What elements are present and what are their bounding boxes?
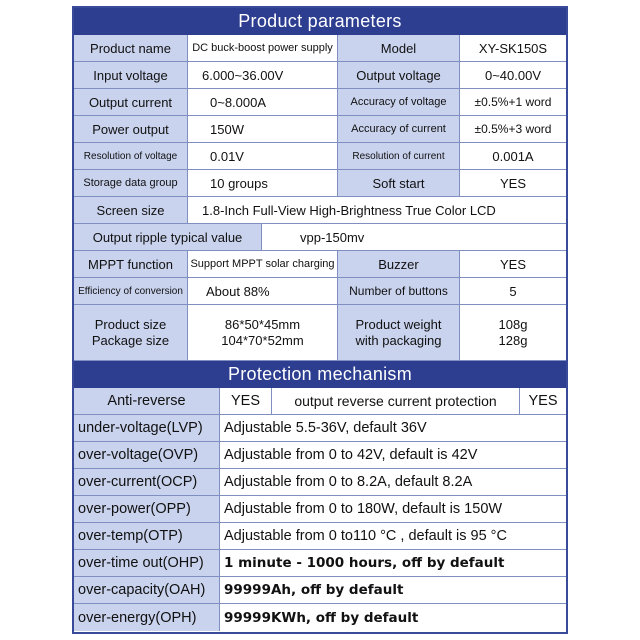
spec-label: Output voltage — [338, 62, 460, 88]
spec-label: Accuracy of current — [338, 116, 460, 142]
size-label-cell — [74, 305, 188, 360]
spec-row — [74, 62, 566, 89]
protection-value: Adjustable from 0 to 8.2A, default 8.2A — [220, 469, 566, 495]
spec-value: 10 groups — [188, 170, 338, 196]
spec-value: 150W — [188, 116, 338, 142]
spec-row — [74, 35, 566, 62]
spec-value: 0.001A — [460, 143, 566, 169]
spec-label: Model — [338, 35, 460, 61]
protection-label: over-time out(OHP) — [74, 550, 220, 576]
spec-row — [74, 89, 566, 116]
protection-value: 99999Ah, off by default — [220, 577, 566, 603]
anti-reverse-row — [74, 388, 566, 415]
spec-value: 0~40.00V — [460, 62, 566, 88]
spec-label: Power output — [74, 116, 188, 142]
spec-value: YES — [460, 251, 566, 277]
spec-value: 86*50*45mm — [224, 316, 301, 332]
protection-label: over-voltage(OVP) — [74, 442, 220, 468]
protection-row — [74, 604, 566, 631]
spec-value: XY-SK150S — [460, 35, 566, 61]
spec-value: 104*70*52mm — [221, 332, 304, 348]
spec-value: 0.01V — [188, 143, 338, 169]
protection-value: 99999KWh, off by default — [220, 604, 566, 631]
protection-mechanism-header: Protection mechanism — [74, 361, 566, 388]
spec-value: vpp-150mv — [262, 224, 566, 250]
spec-row — [74, 116, 566, 143]
protection-row — [74, 577, 566, 604]
spec-label: Number of buttons — [338, 278, 460, 304]
spec-value: 0~8.000A — [188, 89, 338, 115]
spec-label: Output current — [74, 89, 188, 115]
spec-value: 128g — [498, 332, 528, 348]
spec-row — [74, 278, 566, 305]
protection-label: Anti-reverse — [74, 388, 220, 414]
spec-value: 108g — [498, 316, 528, 332]
spec-label: Efficiency of conversion — [74, 278, 188, 304]
spec-label: Screen size — [74, 197, 188, 223]
spec-label: Package size — [91, 332, 170, 348]
protection-value: Adjustable from 0 to 42V, default is 42V — [220, 442, 566, 468]
spec-row — [74, 170, 566, 197]
spec-label: Buzzer — [338, 251, 460, 277]
weight-label-cell — [338, 305, 460, 360]
protection-row — [74, 415, 566, 442]
spec-value: DC buck-boost power supply — [188, 35, 338, 61]
protection-label: over-current(OCP) — [74, 469, 220, 495]
protection-value: 1 minute - 1000 hours, off by default — [220, 550, 566, 576]
protection-row — [74, 550, 566, 577]
spec-value: Support MPPT solar charging — [188, 251, 338, 277]
spec-label: Resolution of current — [338, 143, 460, 169]
protection-value: Adjustable from 0 to 180W, default is 150W — [220, 496, 566, 522]
spec-sheet — [72, 6, 568, 634]
spec-value: About 88% — [188, 278, 338, 304]
spec-value: 6.000~36.00V — [188, 62, 338, 88]
protection-row — [74, 523, 566, 550]
spec-row — [74, 143, 566, 170]
weight-value-cell — [460, 305, 566, 360]
spec-value: YES — [460, 170, 566, 196]
protection-value: Adjustable 5.5-36V, default 36V — [220, 415, 566, 441]
spec-value: 1.8-Inch Full-View High-Brightness True Color LCD — [188, 197, 566, 223]
spec-label: Input voltage — [74, 62, 188, 88]
size-value-cell — [188, 305, 338, 360]
spec-value: 5 — [460, 278, 566, 304]
spec-label: Resolution of voltage — [74, 143, 188, 169]
spec-label: Soft start — [338, 170, 460, 196]
protection-row — [74, 496, 566, 523]
spec-value: ±0.5%+3 word — [460, 116, 566, 142]
size-row — [74, 305, 566, 361]
protection-value: YES — [520, 388, 566, 414]
protection-label: over-energy(OPH) — [74, 604, 220, 631]
spec-label: MPPT function — [74, 251, 188, 277]
spec-label: with packaging — [355, 332, 442, 348]
spec-value: ±0.5%+1 word — [460, 89, 566, 115]
protection-label: over-capacity(OAH) — [74, 577, 220, 603]
protection-label: over-temp(OTP) — [74, 523, 220, 549]
spec-row — [74, 251, 566, 278]
screen-size-row — [74, 197, 566, 224]
protection-row — [74, 442, 566, 469]
protection-value: YES — [220, 388, 272, 414]
protection-label: output reverse current protection — [272, 388, 520, 414]
product-parameters-header: Product parameters — [74, 8, 566, 35]
spec-label: Product size — [94, 316, 167, 332]
protection-row — [74, 469, 566, 496]
spec-label: Storage data group — [74, 170, 188, 196]
spec-label: Accuracy of voltage — [338, 89, 460, 115]
spec-label: Product name — [74, 35, 188, 61]
protection-label: under-voltage(LVP) — [74, 415, 220, 441]
spec-label: Output ripple typical value — [74, 224, 262, 250]
ripple-row — [74, 224, 566, 251]
spec-label: Product weight — [355, 316, 442, 332]
protection-label: over-power(OPP) — [74, 496, 220, 522]
protection-table — [74, 388, 566, 631]
protection-value: Adjustable from 0 to110 °C , default is 95 °C — [220, 523, 566, 549]
